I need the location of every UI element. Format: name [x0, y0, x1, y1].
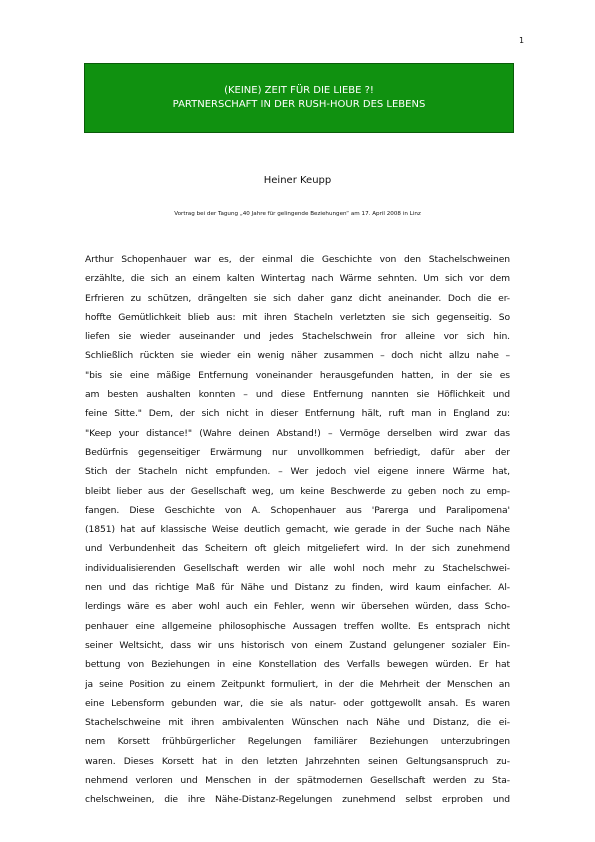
body-line: Stachelschweine mit ihren ambivalenten Wünschen nach Nähe und Distanz, die ei- — [85, 717, 510, 729]
body-line: individualisierenden Gesellschaft werden wir alle wohl noch mehr zu Stachelschwei- — [85, 562, 510, 574]
body-line: und Verbundenheit das Scheitern oft gleich mitgeliefert wird. In der sich zunehmend — [85, 543, 510, 555]
title-line-1: (KEINE) ZEIT FÜR DIE LIEBE ?! — [224, 85, 374, 96]
body-line: erzählte, die sich an einem kalten Wintertag nach Wärme sehnten. Um sich vor dem — [85, 273, 510, 285]
body-line: eine Lebensform gebunden war, die sie als natur- oder gottgewollt ansah. Es waren — [85, 697, 510, 709]
body-line: hoffte Gemütlichkeit blieb aus: mit ihren Stacheln verletzten sie sich gegenseitig. So — [85, 311, 510, 323]
body-line: "Keep your distance!" (Wahre deinen Abstand!) – Vermöge derselben wird zwar das — [85, 427, 510, 439]
body-line: fangen. Diese Geschichte von A. Schopenhauer aus 'Parerga und Paralipomena' — [85, 504, 510, 516]
body-line: nen und das richtige Maß für Nähe und Distanz zu finden, wird kaum einfacher. Al- — [85, 582, 510, 594]
title-banner — [84, 63, 514, 133]
body-line: bleibt lieber aus der Gesellschaft weg, um keine Beschwerde zu geben noch zu emp- — [85, 485, 510, 497]
body-line: Stich der Stacheln nicht empfunden. – Wer jedoch viel eigene innere Wärme hat, — [85, 466, 510, 478]
body-line: ja seine Position zu einem Zeitpunkt formuliert, in der die Mehrheit der Menschen an — [85, 678, 510, 690]
body-line: liefen sie wieder auseinander und jedes Stachelschwein fror alleine vor sich hin. — [85, 331, 510, 343]
body-line: (1851) hat auf klassische Weise deutlich gemacht, wie gerade in der Suche nach Nähe — [85, 524, 510, 536]
title-line-2: PARTNERSCHAFT IN DER RUSH-HOUR DES LEBENS — [172, 99, 426, 110]
body-line: Schließlich rückten sie wieder ein wenig näher zusammen – doch nicht allzu nahe – — [85, 350, 510, 362]
body-line: feine Sitte." Dem, der sich nicht in dieser Entfernung hält, ruft man in England zu: — [85, 408, 510, 420]
body-line: Bedürfnis gegenseitiger Erwärmung nur unvollkommen befriedigt, dafür aber der — [85, 446, 510, 458]
body-line: chelschweinen, die ihre Nähe-Distanz-Regelungen zunehmend selbst erproben und — [85, 794, 510, 806]
body-line: seiner Weltsicht, dass wir uns historisch von einem Zustand gelungener sozialer Ein- — [85, 639, 510, 651]
body-line: "bis sie eine mäßige Entfernung voneinander herausgefunden hatten, in der sie es — [85, 369, 510, 381]
body-line: penhauer eine allgemeine philosophische Aussagen treffen wollte. Es entsprach nicht — [85, 620, 510, 632]
body-line: nehmend verloren und Menschen in der spätmodernen Gesellschaft werden zu Sta- — [85, 775, 510, 787]
venue-line: Vortrag bei der Tagung „40 Jahre für gelingende Beziehungen“ am 17. April 2008 in Linz — [174, 211, 421, 217]
body-text — [85, 250, 510, 810]
body-line: nem Korsett frühbürgerlicher Regelungen familiärer Beziehungen unterzubringen — [85, 736, 510, 748]
body-line: am besten aushalten konnten – und diese Entfernung nannten sie Höflichkeit und — [85, 389, 510, 401]
author-name: Heiner Keupp — [263, 175, 332, 186]
body-line: lerdings wäre es aber wohl auch ein Fehler, wenn wir übersehen würden, dass Scho- — [85, 601, 510, 613]
body-line: Erfrieren zu schützen, drängelten sie sich daher ganz dicht aneinander. Doch die er- — [85, 292, 510, 304]
body-line: bettung von Beziehungen in eine Konstellation des Verfalls bewegen würden. Er hat — [85, 659, 510, 671]
body-line: Arthur Schopenhauer war es, der einmal die Geschichte von den Stachelschweinen — [85, 254, 510, 265]
body-line: waren. Dieses Korsett hat in den letzten Jahrzehnten seinen Geltungsanspruch zu- — [85, 755, 510, 767]
page-number: 1 — [519, 36, 525, 45]
